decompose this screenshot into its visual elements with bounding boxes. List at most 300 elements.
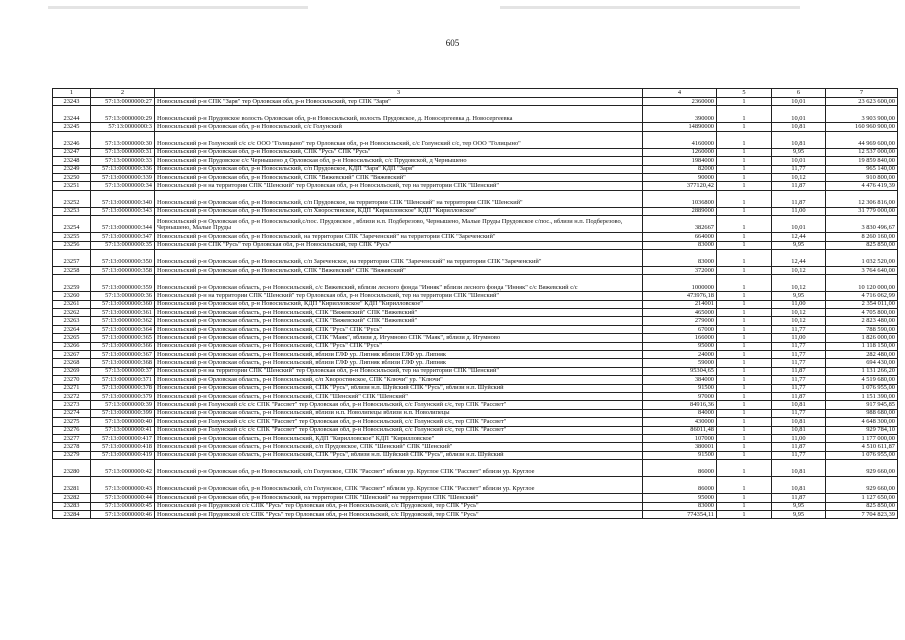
share-value: 1 bbox=[717, 376, 772, 384]
cadastral-cost: 1 151 390,00 bbox=[826, 392, 898, 400]
row-number: 23246 bbox=[53, 131, 91, 148]
share-value: 1 bbox=[717, 510, 772, 518]
area-value: 84916,36 bbox=[643, 401, 717, 409]
share-value: 1 bbox=[717, 98, 772, 106]
table-row bbox=[53, 494, 898, 502]
row-number: 23271 bbox=[53, 384, 91, 392]
rate-value: 11,77 bbox=[772, 351, 826, 359]
location-description: Новосильский р-н Орловская область, р-н Новосильский, СПК "Русь", вблизи н.п. Шуйский СПК "Русь", вблизи н.п. Шуйский bbox=[155, 384, 643, 392]
table-row bbox=[53, 300, 898, 308]
cadastral-cost: 4 476 419,39 bbox=[826, 182, 898, 190]
rate-value: 11,77 bbox=[772, 342, 826, 350]
row-number: 23243 bbox=[53, 98, 91, 106]
area-value: 384000 bbox=[643, 376, 717, 384]
table-row bbox=[53, 426, 898, 434]
cadastral-number: 57:13:0000000:33 bbox=[91, 157, 155, 165]
location-description: Новосильский р-н Орловская обл, р-н Новосильский, СПК "Русь" СПК "Русь" bbox=[155, 148, 643, 156]
share-value: 1 bbox=[717, 443, 772, 451]
row-number: 23249 bbox=[53, 165, 91, 173]
location-description: Новосильский р-н Орловская обл, р-н Новосильский, с/п Голунское, СПК "Рассвет" вблизи ур. Круглое СПК "Рассвет" вблизи ур. Круглое bbox=[155, 477, 643, 494]
cadastral-cost: 3 903 900,00 bbox=[826, 106, 898, 123]
area-value: 2889000 bbox=[643, 207, 717, 215]
cadastral-cost: 788 590,00 bbox=[826, 325, 898, 333]
column-header: 4 bbox=[643, 89, 717, 98]
rate-value: 10,81 bbox=[772, 123, 826, 131]
cadastral-cost: 1 032 520,00 bbox=[826, 249, 898, 266]
rate-value: 9,95 bbox=[772, 241, 826, 249]
rate-value: 10,81 bbox=[772, 131, 826, 148]
row-number: 23282 bbox=[53, 494, 91, 502]
table-row bbox=[53, 334, 898, 342]
row-number: 23273 bbox=[53, 401, 91, 409]
page-number: 605 bbox=[445, 38, 460, 48]
rate-value: 12,44 bbox=[772, 233, 826, 241]
share-value: 1 bbox=[717, 165, 772, 173]
share-value: 1 bbox=[717, 275, 772, 292]
share-value: 1 bbox=[717, 367, 772, 375]
table-row bbox=[53, 165, 898, 173]
cadastral-cost: 1 127 650,00 bbox=[826, 494, 898, 502]
share-value: 1 bbox=[717, 325, 772, 333]
rate-value: 11,77 bbox=[772, 325, 826, 333]
share-value: 1 bbox=[717, 131, 772, 148]
row-number: 23255 bbox=[53, 233, 91, 241]
cadastral-number: 57:13:0000000:419 bbox=[91, 451, 155, 459]
rate-value: 11,87 bbox=[772, 443, 826, 451]
row-number: 23274 bbox=[53, 409, 91, 417]
cadastral-number: 57:13:0000000:27 bbox=[91, 98, 155, 106]
location-description: Новосильский р-н Орловская обл, р-н Новосильский, с/п Зареченское, на территории СПК "Зареченский" на территории СПК "Зареченский" bbox=[155, 249, 643, 266]
cadastral-number: 57:13:0000000:40 bbox=[91, 418, 155, 426]
table-row bbox=[53, 351, 898, 359]
area-value: 97000 bbox=[643, 392, 717, 400]
row-number: 23264 bbox=[53, 325, 91, 333]
cadastral-cost: 825 850,00 bbox=[826, 502, 898, 510]
table-row bbox=[53, 451, 898, 459]
share-value: 1 bbox=[717, 409, 772, 417]
rate-value: 11,77 bbox=[772, 359, 826, 367]
share-value: 1 bbox=[717, 249, 772, 266]
table-row bbox=[53, 392, 898, 400]
location-description: Новосильский р-н Орловская обл, р-н Новосильский, СПК "Вяжевский" СПК "Вяжевский" bbox=[155, 173, 643, 181]
cadastral-cost: 2 354 011,00 bbox=[826, 300, 898, 308]
table-row bbox=[53, 249, 898, 266]
share-value: 1 bbox=[717, 334, 772, 342]
table-row bbox=[53, 266, 898, 274]
cadastral-number: 57:13:0000000:361 bbox=[91, 309, 155, 317]
table-row bbox=[53, 233, 898, 241]
share-value: 1 bbox=[717, 477, 772, 494]
area-value: 465000 bbox=[643, 309, 717, 317]
cadastral-number: 57:13:0000000:347 bbox=[91, 233, 155, 241]
location-description: Новосильский р-н Голунский с/с с/с ООО "Голицыно" тер Орловская обл, р-н Новосильский, с/с Голунский с/с, тер ООО "Голицыно" bbox=[155, 131, 643, 148]
location-description: Новосильский р-н Орловская обл, р-н Новосильский, СПК "Вяжевский" СПК "Вяжевский" bbox=[155, 266, 643, 274]
share-value: 1 bbox=[717, 148, 772, 156]
rate-value: 11,00 bbox=[772, 334, 826, 342]
rate-value: 9,95 bbox=[772, 148, 826, 156]
cadastral-cost: 4 705 800,00 bbox=[826, 309, 898, 317]
area-value: 86011,48 bbox=[643, 426, 717, 434]
share-value: 1 bbox=[717, 266, 772, 274]
location-description: Новосильский р-н Орловская область, р-н Новосильский, вблизи ГЛФ ур. Липняк вблизи ГЛФ ур. Липняк bbox=[155, 359, 643, 367]
cadastral-cost: 282 480,00 bbox=[826, 351, 898, 359]
location-description: Новосильский р-н Орловская область, р-н Новосильский, КДП "Кирилловское" КДП "Кирилловское" bbox=[155, 434, 643, 442]
column-header: 7 bbox=[826, 89, 898, 98]
cadastral-cost: 965 140,00 bbox=[826, 165, 898, 173]
area-value: 83000 bbox=[643, 249, 717, 266]
cadastral-number: 57:13:0000000:378 bbox=[91, 384, 155, 392]
rate-value: 11,00 bbox=[772, 207, 826, 215]
rate-value: 10,01 bbox=[772, 216, 826, 233]
cadastral-cost: 1 076 955,00 bbox=[826, 451, 898, 459]
cadastral-cost: 3 830 496,67 bbox=[826, 216, 898, 233]
column-header: 5 bbox=[717, 89, 772, 98]
row-number: 23262 bbox=[53, 309, 91, 317]
table-row bbox=[53, 216, 898, 233]
column-header: 3 bbox=[155, 89, 643, 98]
rate-value: 10,12 bbox=[772, 317, 826, 325]
location-description: Новосильский р-н Орловская область, р-н Новосильский, СПК "Русь", вблизи н.п. Шуйский СПК "Русь", вблизи н.п. Шуйский bbox=[155, 451, 643, 459]
rate-value: 9,95 bbox=[772, 292, 826, 300]
location-description: Новосильский р-н Прудовской с/с СПК "Русь" тер Орловская обл, р-н Новосильский, с/с Прудовской, тер СПК "Русь" bbox=[155, 510, 643, 518]
rate-value: 12,44 bbox=[772, 249, 826, 266]
rate-value: 11,87 bbox=[772, 392, 826, 400]
location-description: Новосильский р-н Прудовское волость Орловская обл, р-н Новосильский, волость Прудовское, д. Новосергеевка д. Новосергеевка bbox=[155, 106, 643, 123]
share-value: 1 bbox=[717, 494, 772, 502]
table-row bbox=[53, 190, 898, 207]
area-value: 24000 bbox=[643, 351, 717, 359]
area-value: 90000 bbox=[643, 173, 717, 181]
cadastral-number: 57:13:0000000:343 bbox=[91, 207, 155, 215]
share-value: 1 bbox=[717, 384, 772, 392]
area-value: 166000 bbox=[643, 334, 717, 342]
rate-value: 11,77 bbox=[772, 165, 826, 173]
cadastral-number: 57:13:0000000:42 bbox=[91, 460, 155, 477]
table-row bbox=[53, 443, 898, 451]
cadastral-number: 57:13:0000000:417 bbox=[91, 434, 155, 442]
cadastral-number: 57:13:0000000:350 bbox=[91, 249, 155, 266]
cadastral-number: 57:13:0000000:364 bbox=[91, 325, 155, 333]
area-value: 390000 bbox=[643, 106, 717, 123]
area-value: 1036800 bbox=[643, 190, 717, 207]
share-value: 1 bbox=[717, 157, 772, 165]
table-row bbox=[53, 367, 898, 375]
area-value: 107000 bbox=[643, 434, 717, 442]
row-number: 23284 bbox=[53, 510, 91, 518]
cadastral-cost: 4 716 062,99 bbox=[826, 292, 898, 300]
location-description: Новосильский р-н СПК "Заря" тер Орловская обл, р-н Новосильский, тер СПК "Заря" bbox=[155, 98, 643, 106]
table-row bbox=[53, 106, 898, 123]
row-number: 23244 bbox=[53, 106, 91, 123]
table-row bbox=[53, 173, 898, 181]
cadastral-cost: 694 430,00 bbox=[826, 359, 898, 367]
cadastral-number: 57:13:0000000:35 bbox=[91, 241, 155, 249]
cadastral-cost: 4 648 300,00 bbox=[826, 418, 898, 426]
row-number: 23257 bbox=[53, 249, 91, 266]
cadastral-cost: 4 510 611,87 bbox=[826, 443, 898, 451]
cadastral-number: 57:13:0000000:36 bbox=[91, 292, 155, 300]
cadastral-cost: 23 623 600,00 bbox=[826, 98, 898, 106]
cadastral-cost: 825 850,00 bbox=[826, 241, 898, 249]
table-row bbox=[53, 409, 898, 417]
cadastral-cost: 917 945,85 bbox=[826, 401, 898, 409]
area-value: 1260000 bbox=[643, 148, 717, 156]
row-number: 23280 bbox=[53, 460, 91, 477]
location-description: Новосильский р-н Орловская область, р-н Новосильский, вблизи ГЛФ ур. Липняк вблизи ГЛФ ур. Липняк bbox=[155, 351, 643, 359]
rate-value: 11,77 bbox=[772, 409, 826, 417]
share-value: 1 bbox=[717, 233, 772, 241]
share-value: 1 bbox=[717, 418, 772, 426]
rate-value: 11,87 bbox=[772, 494, 826, 502]
location-description: Новосильский р-н Орловская область, р-н Новосильский, с/п Прудовское, СПК "Шенский" СПК "Шенский" bbox=[155, 443, 643, 451]
row-number: 23253 bbox=[53, 207, 91, 215]
row-number: 23267 bbox=[53, 351, 91, 359]
row-number: 23266 bbox=[53, 342, 91, 350]
cadastral-cost: 31 779 000,00 bbox=[826, 207, 898, 215]
row-number: 23261 bbox=[53, 300, 91, 308]
rate-value: 11,87 bbox=[772, 182, 826, 190]
cadastral-cost: 44 969 600,00 bbox=[826, 131, 898, 148]
cadastral-number: 57:13:0000000:379 bbox=[91, 392, 155, 400]
cadastral-number: 57:13:0000000:44 bbox=[91, 494, 155, 502]
location-description: Новосильский р-н Прудовской с/с СПК "Русь" тер Орловская обл, р-н Новосильский, с/с Прудовской, тер СПК "Русь" bbox=[155, 502, 643, 510]
cadastral-cost: 929 660,00 bbox=[826, 460, 898, 477]
share-value: 1 bbox=[717, 317, 772, 325]
area-value: 83000 bbox=[643, 241, 717, 249]
row-number: 23272 bbox=[53, 392, 91, 400]
cadastral-cost: 160 960 900,00 bbox=[826, 123, 898, 131]
row-number: 23250 bbox=[53, 173, 91, 181]
area-value: 83000 bbox=[643, 502, 717, 510]
cadastral-number: 57:13:0000000:34 bbox=[91, 182, 155, 190]
table-row bbox=[53, 182, 898, 190]
location-description: Новосильский р-н Орловская обл, р-н Новосильский, на территории СПК "Зареченский" на территории СПК "Зареченский" bbox=[155, 233, 643, 241]
row-number: 23277 bbox=[53, 434, 91, 442]
area-value: 86000 bbox=[643, 460, 717, 477]
location-description: Новосильский р-н СПК "Русь" тер Орловская обл, р-н Новосильский, тер СПК "Русь" bbox=[155, 241, 643, 249]
cadastral-number: 57:13:0000000:30 bbox=[91, 131, 155, 148]
row-number: 23281 bbox=[53, 477, 91, 494]
area-value: 1000000 bbox=[643, 275, 717, 292]
share-value: 1 bbox=[717, 207, 772, 215]
rate-value: 10,01 bbox=[772, 98, 826, 106]
share-value: 1 bbox=[717, 434, 772, 442]
table-row bbox=[53, 157, 898, 165]
table-row bbox=[53, 309, 898, 317]
area-value: 2360000 bbox=[643, 98, 717, 106]
cadastral-number: 57:13:0000000:365 bbox=[91, 334, 155, 342]
column-header: 1 bbox=[53, 89, 91, 98]
cadastral-number: 57:13:0000000:399 bbox=[91, 409, 155, 417]
table-row bbox=[53, 359, 898, 367]
area-value: 91500 bbox=[643, 384, 717, 392]
row-number: 23269 bbox=[53, 367, 91, 375]
row-number: 23256 bbox=[53, 241, 91, 249]
area-value: 95000 bbox=[643, 342, 717, 350]
area-value: 4160000 bbox=[643, 131, 717, 148]
share-value: 1 bbox=[717, 216, 772, 233]
location-description: Новосильский р-н Орловская обл, р-н Новосильский, с/п Хворостянское, КДП "Кирилловское" КДП "Кирилловское" bbox=[155, 207, 643, 215]
share-value: 1 bbox=[717, 106, 772, 123]
scan-smudge-left bbox=[48, 6, 308, 9]
cadastral-cost: 929 784,10 bbox=[826, 426, 898, 434]
area-value: 95304,65 bbox=[643, 367, 717, 375]
share-value: 1 bbox=[717, 502, 772, 510]
location-description: Новосильский р-н Орловская обл, р-н Новосильский, на территории СПК "Шенский" на территории СПК "Шенский" bbox=[155, 494, 643, 502]
share-value: 1 bbox=[717, 300, 772, 308]
share-value: 1 bbox=[717, 359, 772, 367]
rate-value: 11,00 bbox=[772, 434, 826, 442]
area-value: 377120,42 bbox=[643, 182, 717, 190]
table-row bbox=[53, 502, 898, 510]
cadastral-number: 57:13:0000000:358 bbox=[91, 266, 155, 274]
location-description: Новосильский р-н Голунский с/с с/с СПК "Рассвет" тер Орловская обл, р-н Новосильский, с/с Голунский с/с, тер СПК "Рассвет" bbox=[155, 418, 643, 426]
area-value: 372000 bbox=[643, 266, 717, 274]
cadastral-registry-table bbox=[52, 88, 898, 519]
rate-value: 11,00 bbox=[772, 300, 826, 308]
cadastral-cost: 19 859 840,00 bbox=[826, 157, 898, 165]
cadastral-number: 57:13:0000000:43 bbox=[91, 477, 155, 494]
row-number: 23268 bbox=[53, 359, 91, 367]
location-description: Новосильский р-н Орловская обл, р-н Новосильский,с/пос. Прудовское , вблизи н.п. Подберезово, Чернышено, Малые Пруды Прудовское с/пос., вблизи н.п. Подберезово, Чернышено, Малые Пруды bbox=[155, 216, 643, 233]
area-value: 82000 bbox=[643, 165, 717, 173]
table-row bbox=[53, 325, 898, 333]
share-value: 1 bbox=[717, 401, 772, 409]
location-description: Новосильский р-н на территории СПК "Шенский" тер Орловская обл, р-н Новосильский, тер на территории СПК "Шенский" bbox=[155, 367, 643, 375]
share-value: 1 bbox=[717, 309, 772, 317]
cadastral-cost: 1 076 955,00 bbox=[826, 384, 898, 392]
location-description: Новосильский р-н на территории СПК "Шенский" тер Орловская обл, р-н Новосильский, тер на территории СПК "Шенский" bbox=[155, 292, 643, 300]
cadastral-cost: 7 704 823,39 bbox=[826, 510, 898, 518]
share-value: 1 bbox=[717, 392, 772, 400]
rate-value: 10,81 bbox=[772, 401, 826, 409]
location-description: Новосильский р-н Орловская обл, р-н Новосильский, с/п Прудовское, КДП "Заря" КДП "Заря" bbox=[155, 165, 643, 173]
row-number: 23265 bbox=[53, 334, 91, 342]
rate-value: 11,77 bbox=[772, 384, 826, 392]
cadastral-number: 57:13:0000000:41 bbox=[91, 426, 155, 434]
cadastral-number: 57:13:0000000:362 bbox=[91, 317, 155, 325]
location-description: Новосильский р-н Орловская область, р-н Новосильский, СПК "Шенский" СПК "Шенский" bbox=[155, 392, 643, 400]
cadastral-number: 57:13:0000000:339 bbox=[91, 173, 155, 181]
row-number: 23254 bbox=[53, 216, 91, 233]
cadastral-number: 57:13:0000000:336 bbox=[91, 165, 155, 173]
rate-value: 9,95 bbox=[772, 502, 826, 510]
area-value: 214001 bbox=[643, 300, 717, 308]
cadastral-cost: 1 826 000,00 bbox=[826, 334, 898, 342]
table-row bbox=[53, 292, 898, 300]
cadastral-number: 57:13:0000000:31 bbox=[91, 148, 155, 156]
table-row bbox=[53, 207, 898, 215]
row-number: 23263 bbox=[53, 317, 91, 325]
area-value: 1984000 bbox=[643, 157, 717, 165]
table-row bbox=[53, 401, 898, 409]
cadastral-cost: 2 823 480,00 bbox=[826, 317, 898, 325]
table-row bbox=[53, 123, 898, 131]
row-number: 23245 bbox=[53, 123, 91, 131]
table-row bbox=[53, 510, 898, 518]
cadastral-number: 57:13:0000000:371 bbox=[91, 376, 155, 384]
table-row bbox=[53, 460, 898, 477]
area-value: 473976,18 bbox=[643, 292, 717, 300]
rate-value: 11,77 bbox=[772, 451, 826, 459]
table-row bbox=[53, 131, 898, 148]
rate-value: 11,87 bbox=[772, 367, 826, 375]
row-number: 23275 bbox=[53, 418, 91, 426]
rate-value: 10,81 bbox=[772, 477, 826, 494]
area-value: 279000 bbox=[643, 317, 717, 325]
table-row bbox=[53, 376, 898, 384]
area-value: 84000 bbox=[643, 409, 717, 417]
column-header: 2 bbox=[91, 89, 155, 98]
share-value: 1 bbox=[717, 123, 772, 131]
area-value: 774354,11 bbox=[643, 510, 717, 518]
row-number: 23247 bbox=[53, 148, 91, 156]
row-number: 23259 bbox=[53, 275, 91, 292]
table-row bbox=[53, 275, 898, 292]
rate-value: 10,12 bbox=[772, 309, 826, 317]
location-description: Новосильский р-н Орловская область, р-н Новосильский, СПК "Русь" СПК "Русь" bbox=[155, 342, 643, 350]
cadastral-cost: 910 800,00 bbox=[826, 173, 898, 181]
cadastral-number: 57:13:0000000:368 bbox=[91, 359, 155, 367]
rate-value: 10,12 bbox=[772, 275, 826, 292]
row-number: 23248 bbox=[53, 157, 91, 165]
cadastral-cost: 8 260 160,00 bbox=[826, 233, 898, 241]
cadastral-cost: 10 120 000,00 bbox=[826, 275, 898, 292]
row-number: 23251 bbox=[53, 182, 91, 190]
area-value: 664000 bbox=[643, 233, 717, 241]
rate-value: 10,12 bbox=[772, 266, 826, 274]
scan-smudge-right bbox=[500, 6, 800, 9]
location-description: Новосильский р-н Орловская область, р-н Новосильский, СПК "Маяк", вблизи д. Игумново СПК "Маяк", вблизи д. Игумново bbox=[155, 334, 643, 342]
location-description: Новосильский р-н Орловская область, р-н Новосильский, вблизи н.п. Новолипецы вблизи н.п. Новолипецы bbox=[155, 409, 643, 417]
share-value: 1 bbox=[717, 182, 772, 190]
row-number: 23260 bbox=[53, 292, 91, 300]
cadastral-number: 57:13:0000000:29 bbox=[91, 106, 155, 123]
area-value: 91500 bbox=[643, 451, 717, 459]
cadastral-cost: 1 177 000,00 bbox=[826, 434, 898, 442]
table-row bbox=[53, 434, 898, 442]
table-row bbox=[53, 384, 898, 392]
row-number: 23278 bbox=[53, 443, 91, 451]
rate-value: 10,01 bbox=[772, 157, 826, 165]
location-description: Новосильский р-н Орловская область, р-н Новосильский, СПК "Вяжевский" СПК "Вяжевский" bbox=[155, 317, 643, 325]
area-value: 67000 bbox=[643, 325, 717, 333]
cadastral-number: 57:13:0000000:39 bbox=[91, 401, 155, 409]
cadastral-number: 57:13:0000000:360 bbox=[91, 300, 155, 308]
location-description: Новосильский р-н Орловская обл, р-н Новосильский, с/п Прудовское, на территории СПК "Шенский" на территории СПК "Шенский" bbox=[155, 190, 643, 207]
cadastral-number: 57:13:0000000:344 bbox=[91, 216, 155, 233]
location-description: Новосильский р-н Голунский с/с с/с СПК "Рассвет" тер Орловская обл, р-н Новосильский, с/с Голунский с/с, тер СПК "Рассвет" bbox=[155, 426, 643, 434]
rate-value: 10,81 bbox=[772, 418, 826, 426]
cadastral-cost: 12 537 000,00 bbox=[826, 148, 898, 156]
table-row bbox=[53, 317, 898, 325]
cadastral-cost: 1 131 266,20 bbox=[826, 367, 898, 375]
table-header-row bbox=[53, 89, 898, 98]
cadastral-cost: 12 306 816,00 bbox=[826, 190, 898, 207]
cadastral-number: 57:13:0000000:418 bbox=[91, 443, 155, 451]
share-value: 1 bbox=[717, 426, 772, 434]
area-value: 95000 bbox=[643, 494, 717, 502]
cadastral-number: 57:13:0000000:45 bbox=[91, 502, 155, 510]
cadastral-number: 57:13:0000000:366 bbox=[91, 342, 155, 350]
area-value: 382667 bbox=[643, 216, 717, 233]
cadastral-cost: 1 118 150,00 bbox=[826, 342, 898, 350]
area-value: 14890000 bbox=[643, 123, 717, 131]
location-description: Новосильский р-н Орловская область, р-н Новосильский, с/п Хворостянское, СПК "Ключи" ур. "Ключи" bbox=[155, 376, 643, 384]
cadastral-cost: 3 764 640,00 bbox=[826, 266, 898, 274]
table-row bbox=[53, 477, 898, 494]
row-number: 23276 bbox=[53, 426, 91, 434]
